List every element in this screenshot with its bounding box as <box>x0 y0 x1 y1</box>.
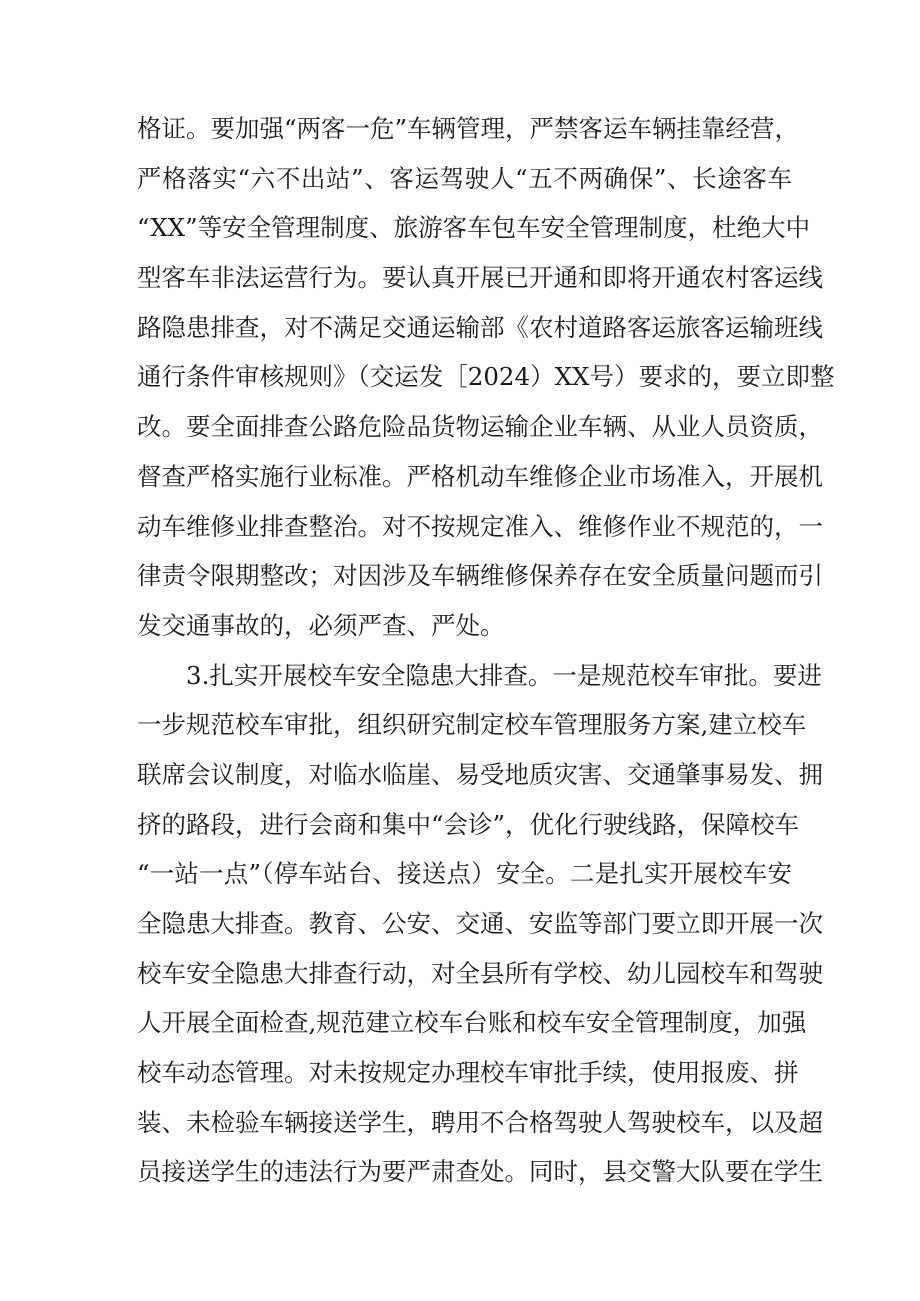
text-line: 员接送学生的违法行为要严肃查处。同时，县交警大队要在学生 <box>137 1157 823 1187</box>
text-line: 格证。要加强“两客一危”车辆管理，严禁客运车辆挂靠经营， <box>137 114 800 143</box>
text-line: 全隐患大排查。教育、公安、交通、安监等部门要立即开展一次 <box>137 909 823 938</box>
text-line: 通行条件审核规则》（交运发［2024）XX号）要求的，要立即整 <box>137 362 835 392</box>
text-line: 改。要全面排查公路危险品货物运输企业车辆、从业人员资质， <box>137 412 823 442</box>
text-line: 督查严格实施行业标准。严格机动车维修企业市场准入，开展机 <box>137 461 823 491</box>
text-line: 发交通事故的，必须严查、严处。 <box>137 610 505 640</box>
text-line: 校车安全隐患大排查行动，对全县所有学校、幼儿园校车和驾驶 <box>137 958 823 988</box>
text-line: 校车动态管理。对未按规定办理校车审批手续，使用报废、拼 <box>137 1058 799 1088</box>
paragraph-school-bus-inspection <box>137 651 823 1198</box>
text-line: 严格落实“六不出站”、客运驾驶人“五不两确保”、长途客车 <box>137 163 792 193</box>
text-line: 挤的路段，进行会商和集中“会诊”，优化行驶线路，保障校车 <box>137 809 800 839</box>
document-body <box>137 104 835 1197</box>
paragraph-vehicle-management <box>137 104 835 651</box>
text-line: 动车维修业排查整治。对不按规定准入、维修作业不规范的，一 <box>137 511 823 541</box>
section-heading-line: 3.扎实开展校车安全隐患大排查。一是规范校车审批。要进 <box>186 660 822 690</box>
text-line: 联席会议制度，对临水临崖、易受地质灾害、交通肇事易发、拥 <box>137 759 823 789</box>
text-line: “一站一点”（停车站台、接送点）安全。二是扎实开展校车安 <box>137 859 792 889</box>
text-line: 型客车非法运营行为。要认真开展已开通和即将开通农村客运线 <box>137 263 823 293</box>
text-line: 人开展全面检查,规范建立校车台账和校车安全管理制度，加强 <box>137 1008 807 1038</box>
text-line: 律责令限期整改；对因涉及车辆维修保养存在安全质量问题而引 <box>137 561 823 591</box>
text-line: “XX”等安全管理制度、旅游客车包车安全管理制度，杜绝大中 <box>137 213 811 243</box>
text-line: 一步规范校车审批，组织研究制定校车管理服务方案,建立校车 <box>137 710 807 740</box>
text-line: 路隐患排查，对不满足交通运输部《农村道路客运旅客运输班线 <box>137 312 823 342</box>
text-line: 装、未检验车辆接送学生，聘用不合格驾驶人驾驶校车，以及超 <box>137 1107 823 1137</box>
